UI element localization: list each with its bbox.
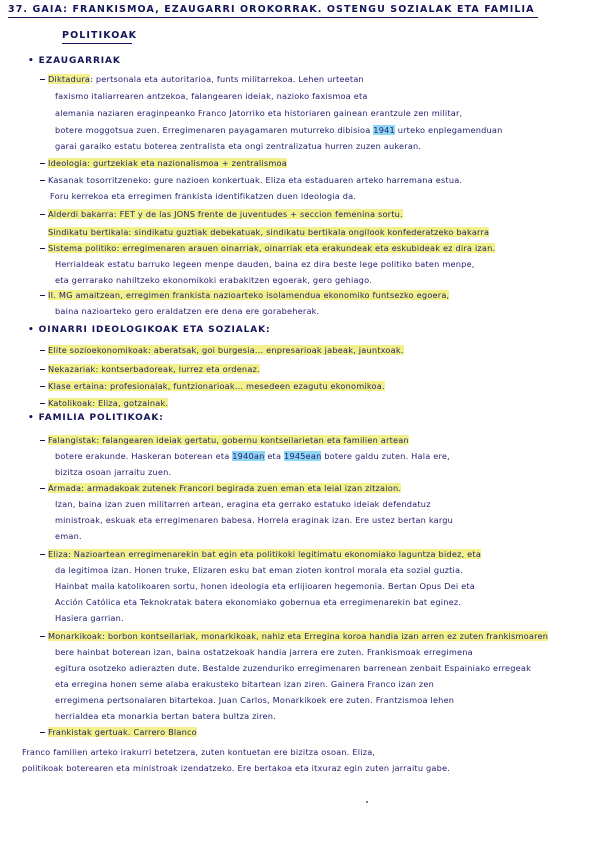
note-line: herrialdea eta monarkia bertan batera bultza ziren. (55, 711, 276, 721)
note-text: Ideologia: gurtzekiak eta nazionalismoa + zentralismoa (48, 158, 287, 168)
dash-bullet (40, 295, 45, 296)
note-text: Klase ertaina: profesionalak, funtzionarioak... mesedeen ezagutu ekonomikoa. (48, 381, 385, 391)
section-heading-ezaugarriak: • EZAUGARRIAK (28, 56, 121, 66)
note-line: bizitza osoan jarraitu zuen. (55, 467, 172, 477)
note-line (48, 397, 348, 409)
note-text: Nekazariak: kontserbadoreak, lurrez eta ordenaz. (48, 364, 260, 374)
note-text: Sistema politiko: erregimenaren arauen oinarriak, oinarriak eta erakundeak eta eskubideak ez dira izan. (48, 243, 496, 253)
note-line: Izan, baina izan zuen militarren artean, eragina eta gerrako estatuko ideiak defendatuz (55, 499, 431, 509)
note-line (48, 630, 593, 642)
note-line: Kasanak tosorritzeneko: gure nazioen konkertuak. Eliza eta estaduaren arteko harremana estua. (48, 175, 463, 185)
dash-bullet (40, 79, 45, 80)
note-line: Hasiera garrian. (55, 613, 124, 623)
note-line (48, 226, 596, 238)
note-line (48, 363, 548, 375)
title-underline (8, 17, 538, 18)
dash-bullet (40, 163, 45, 164)
note-line: politikoak boterearen eta ministroak izendatzeko. Ere bertakoa eta itxuraz egin zuten jarraitu gabe. (22, 763, 451, 773)
note-line: baina nazioarteko gero eraldatzen ere dena ere gorabeherak. (55, 306, 320, 316)
note-text: botere moggotsua zuen. Erregimenaren payagamaren muturreko dibisioa 1941 urteko enplegamenduan (55, 125, 503, 135)
note-line (48, 208, 548, 220)
note-line (48, 548, 593, 560)
note-line (48, 157, 448, 169)
note-line (48, 289, 583, 301)
section-heading-familia-politikoak: • FAMILIA POLITIKOAK: (28, 413, 164, 423)
note-line (48, 482, 588, 494)
highlight-term: Diktadura (48, 74, 91, 84)
note-line: botere erakunde. Haskeran boterean eta 1940an eta 1945ean botere galdu zuten. Hala ere, (55, 451, 450, 461)
note-line: da legitimoa izan. Honen truke, Elizaren esku bat eman zioten kontrol morala eta sozial guztia. (55, 565, 464, 575)
note-line: faxismo italiarrearen antzekoa, falangearen ideiak, nazioko faxismoa eta (55, 91, 368, 101)
note-text: Frankistak gertuak. Carrero Blanco (48, 727, 197, 737)
dash-bullet (40, 732, 45, 733)
section-heading-oinarriak: • OINARRI IDEOLOGIKOAK ETA SOZIALAK: (28, 325, 271, 335)
dash-bullet (40, 440, 45, 441)
dash-bullet (40, 214, 45, 215)
note-text: Sindikatu bertikala: sindikatu guztiak debekatuak, sindikatu bertikala ongilook konfederatzeko bakarra (48, 227, 490, 237)
dash-bullet (40, 248, 45, 249)
note-text: II. MG amaitzean, erregimen frankista nazioarteko isolamendua ekonomiko funtsezko egoera, (48, 290, 450, 300)
note-line: eta gerrarako nahiltzeko ekonomikoki erabakitzen egoerak, gero gehiago. (55, 275, 372, 285)
note-line (48, 242, 593, 254)
note-line (55, 124, 590, 136)
note-line: Herrialdeak estatu barruko legeen menpe dauden, baina ez dira beste lege politiko baten menpe, (55, 259, 475, 269)
note-text: Monarkikoak: borbon kontseilariak, monarkikoak, nahiz eta Erregina koroa handia izan arren ez zuten frankismoaren (48, 631, 549, 641)
note-line (48, 380, 568, 392)
note-line: Franco familien arteko irakurri betetzera, zuten kontuetan ere bizitza osoan. Eliza, (22, 747, 376, 757)
note-line: Hainbat maila katolikoaren sortu, honen ideologia eta erlijioaren hegemonia. Bertan Opus Dei eta (55, 581, 476, 591)
note-text: : pertsonala eta autoritarioa, funts militarrekoa. Lehen urteetan (90, 74, 364, 84)
note-line (48, 73, 548, 85)
dash-bullet (40, 180, 45, 181)
note-text: Alderdi bakarra: FET y de las JONS frente de juventudes + seccion femenina sortu. (48, 209, 403, 219)
dash-bullet (40, 403, 45, 404)
note-text: Katolikoak: Eliza, gotzainak. (48, 398, 169, 408)
note-line: ministroak, eskuak eta erregimenaren babesa. Horrela eraginak izan. Ere ustez bertan kargu (55, 515, 454, 525)
note-line (48, 434, 588, 446)
page-title-continuation: POLITIKOAK (62, 30, 138, 41)
note-line: eta erregina honen seme alaba erakusteko bitartean izan ziren. Gainera Franco izan zen (55, 679, 435, 689)
note-line (48, 344, 548, 356)
dash-bullet (40, 636, 45, 637)
dash-bullet (40, 554, 45, 555)
note-line: egitura osotzeko adierazten dute. Bestalde zuzenduriko erregimenaren barrenean zenbait Espainiako erregeak (55, 663, 532, 673)
note-text: Armada: armadakoak zutenek Francori begirada zuen eman eta leial izan zitzaion. (48, 483, 402, 493)
note-line: garai garaiko estatu boterea zentralista eta ongi zentralizatua hurren zuzen aukeran. (55, 141, 422, 151)
dash-bullet (40, 369, 45, 370)
note-line: bere hainbat boterean izan, baina ostatzekoak handia jarrera ere zuten. Frankismoak erregimena (55, 647, 473, 657)
note-line: erregimena pertsonalaren bitartekoa. Juan Carlos, Monarkikoek ere zuten. Frantzismoa lehen (55, 695, 455, 705)
title-continuation-underline (62, 43, 132, 44)
dash-bullet (40, 386, 45, 387)
highlight-date: 1945ean (284, 451, 322, 461)
note-line: Acción Católica eta Teknokratak batera ekonomiako gobernua eta erregimenarekin bat eginez. (55, 597, 462, 607)
note-line (48, 726, 348, 738)
dash-bullet (40, 488, 45, 489)
note-line: eman. (55, 531, 82, 541)
note-text: Elite sozioekonomikoak: aberatsak, goi burgesia... enpresarioak jabeak, jauntxoak. (48, 345, 404, 355)
highlight-date: 1941 (373, 125, 395, 135)
note-text: Falangistak: falangearen ideiak gertatu, gobernu kontseilarietan eta familien artean (48, 435, 409, 445)
dash-bullet (40, 350, 45, 351)
page-title: 37. GAIA: FRANKISMOA, EZAUGARRI OROKORRAK. OSTENGU SOZIALAK ETA FAMILIA (8, 4, 535, 15)
note-line: Foru kerrekoa eta erregimen frankista identifikatzen duen ideologia da. (50, 191, 357, 201)
highlight-date: 1940an (232, 451, 265, 461)
note-text: Eliza: Nazioartean erregimenarekin bat egin eta politikoki legitimatu ekonomiako laguntza bidez, eta (48, 549, 482, 559)
stray-mark (366, 801, 368, 803)
note-line: alemania naziaren eraginpeanko Franco Jatorriko eta historiaren gainean erantzule zen militar, (55, 108, 463, 118)
